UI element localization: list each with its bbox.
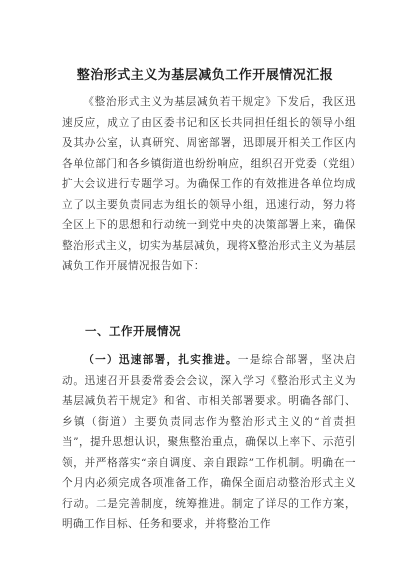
subsection-body: 一是综合部署，坚决启动。迅速召开县委常委会会议，深入学习《整治形式主义为基层减负若干规定》和省、市相关部署要求。明确各部门、乡镇（街道）主要负责同志作为整治形式主义的“首责担当”，提升思想认识，聚焦整治重点，确保以上率下、示范引领，并严格落实“亲自调度、亲自跟踪”工作机制。明确在一个月内必须完成各项准备工作，确保全面启动整治形式主义行动。二是完善制度，统筹推进。制定了详尽的工作方案，明确工作目标、任务和要求，并将整治工作 xyxy=(62,354,357,530)
subsection-title: （一）迅速部署，扎实推进。 xyxy=(83,354,238,366)
intro-paragraph: 《整治形式主义为基层减负若干规定》下发后，我区迅速反应，成立了由区委书记和区长共同担任组长的领导小组及其办公室，认真研究、周密部署，迅即展开相关工作区内各单位部门和各乡镇街道也纷纷响应，组织召开党委（党组）扩大会议进行专题学习。为确保工作的有效推进各单位均成立了以主要负责同志为组长的领导小组，迅速行动，努力将全区上下的思想和行动统一到党中央的决策部署上来，确保整治形式主义，切实为基层减负，现将X整治形式主义为基层减负工作开展情况报告如下： xyxy=(62,96,356,272)
subsection-paragraph xyxy=(62,350,356,535)
document-title: 整治形式主义为基层减负工作开展情况汇报 xyxy=(76,68,334,83)
section-heading: 一、工作开展情况 xyxy=(85,324,181,338)
